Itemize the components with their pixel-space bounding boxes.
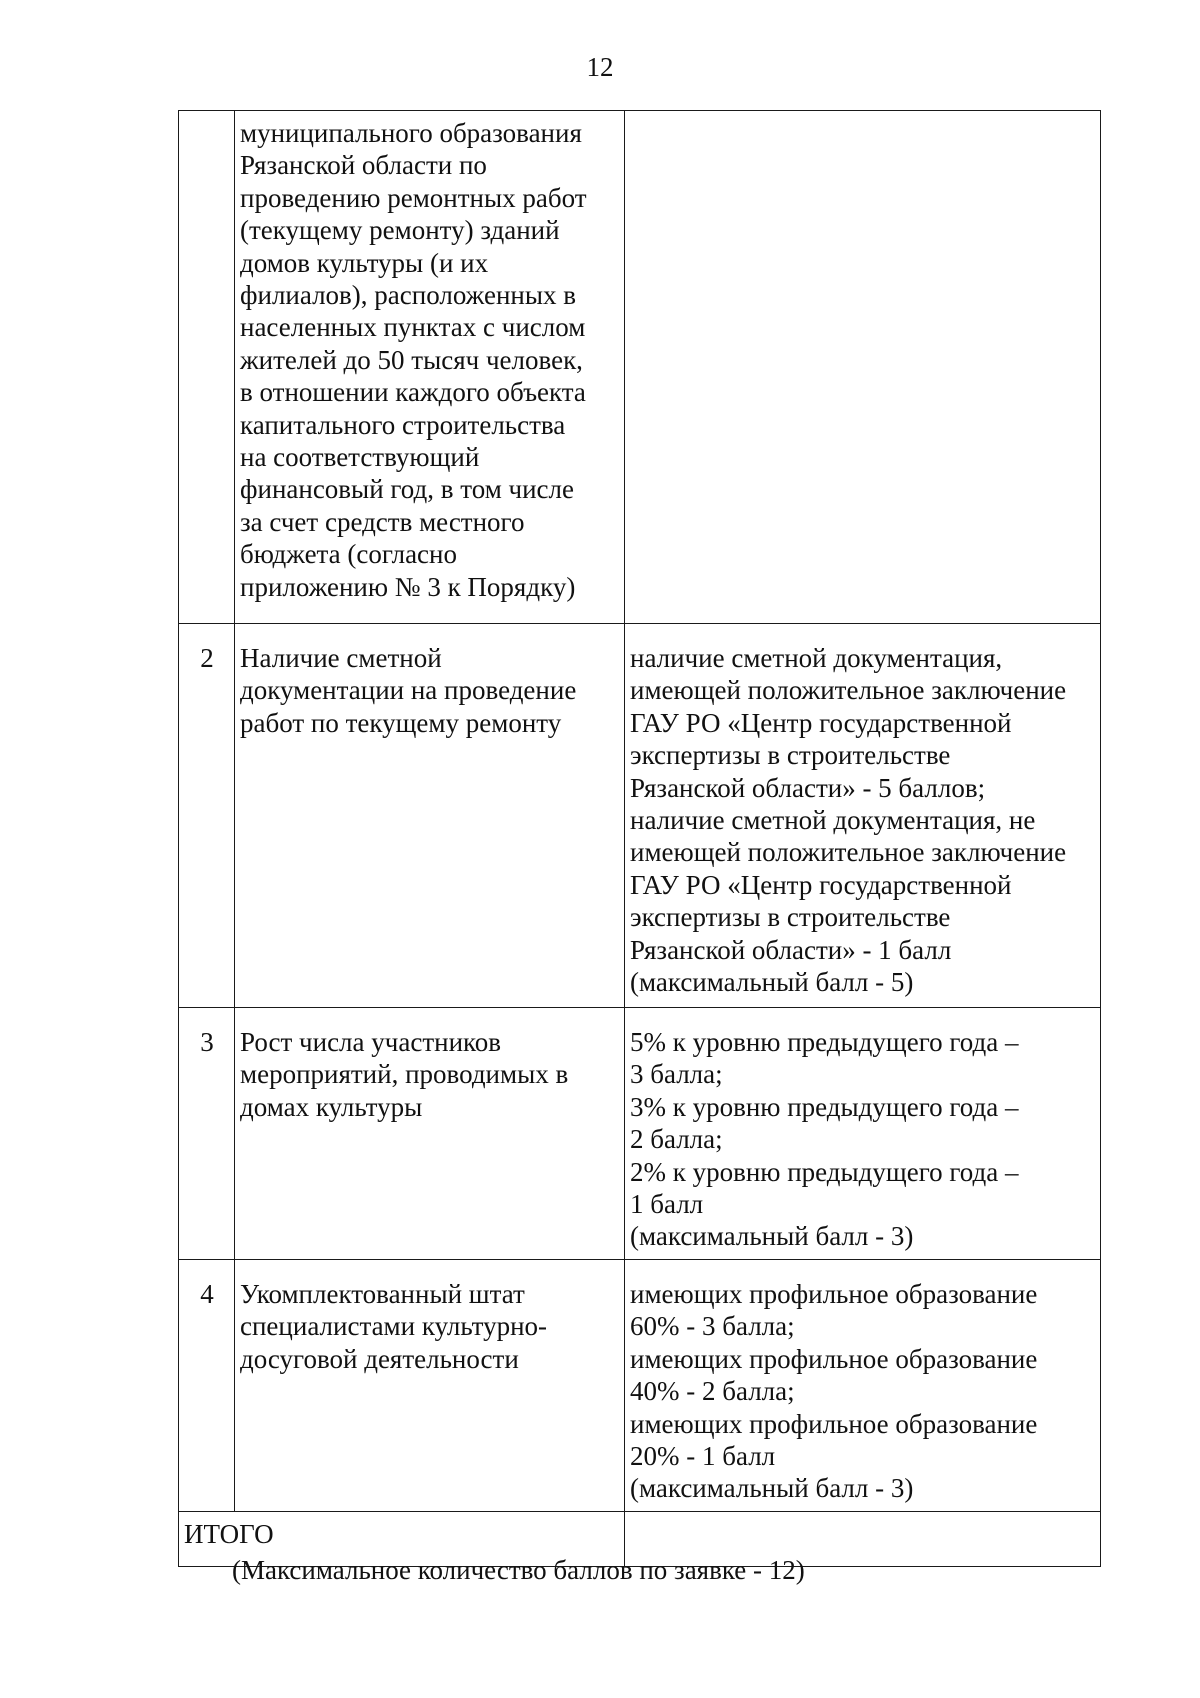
text-line: (максимальный балл - 3) <box>630 1473 914 1504</box>
text-line: (текущему ремонту) зданий <box>240 215 560 246</box>
text-line: 2% к уровню предыдущего года – <box>630 1156 1019 1187</box>
row-number: 2 <box>179 624 235 1008</box>
row-number: 3 <box>179 1008 235 1260</box>
text-line: Рост числа участников <box>240 1027 502 1057</box>
row-number: 4 <box>179 1260 235 1512</box>
text-line: домов культуры (и их <box>240 247 489 278</box>
text-line: наличие сметной документация, не <box>630 805 1036 836</box>
criterion-score <box>625 1260 1101 1512</box>
table-row <box>179 1260 1101 1512</box>
text-line: специалистами культурно- <box>240 1311 548 1342</box>
text-line: бюджета (согласно <box>240 539 457 570</box>
text-line: в отношении каждого объекта <box>240 377 586 408</box>
footnote: (Максимальное количество баллов по заявке - 12) <box>232 1555 805 1585</box>
text-line: ГАУ РО «Центр государственной <box>630 869 1012 900</box>
criterion-name <box>235 1008 625 1260</box>
table-row <box>179 1008 1101 1260</box>
text-line: приложению № 3 к Порядку) <box>240 571 576 602</box>
text-line: имеющих профильное образование <box>630 1343 1038 1374</box>
text-line: 1 балл <box>630 1189 704 1220</box>
text-line: 3% к уровню предыдущего года – <box>630 1091 1019 1122</box>
text-line: экспертизы в строительстве <box>630 902 951 933</box>
text-line: досуговой деятельности <box>240 1343 519 1374</box>
text-line: населенных пунктах с числом <box>240 312 586 343</box>
total-label: ИТОГО <box>179 1512 625 1567</box>
text-line: имеющей положительное заключение <box>630 837 1067 868</box>
text-line: проведению ремонтных работ <box>240 182 587 213</box>
criteria-table <box>178 110 1101 1567</box>
text-line: 5% к уровню предыдущего года – <box>630 1027 1019 1057</box>
text-line: ГАУ РО «Центр государственной <box>630 707 1012 738</box>
text-line: 60% - 3 балла; <box>630 1311 795 1342</box>
text-line: Наличие сметной <box>240 643 442 673</box>
table-row <box>179 624 1101 1008</box>
text-line: работ по текущему ремонту <box>240 707 562 738</box>
text-line: (максимальный балл - 3) <box>630 1221 914 1252</box>
text-line: документации на проведение <box>240 675 577 706</box>
text-line: 2 балла; <box>630 1124 723 1155</box>
text-line: за счет средств местного <box>240 506 525 537</box>
text-line: имеющих профильное образование <box>630 1279 1038 1309</box>
criterion-score <box>625 624 1101 1008</box>
text-line: (максимальный балл - 5) <box>630 967 914 998</box>
criterion-score <box>625 111 1101 624</box>
text-line: 3 балла; <box>630 1059 723 1090</box>
text-line: Укомплектованный штат <box>240 1279 525 1309</box>
text-line: мероприятий, проводимых в <box>240 1059 569 1090</box>
table-row <box>179 111 1101 624</box>
criterion-score <box>625 1008 1101 1260</box>
text-line: 20% - 1 балл <box>630 1441 776 1472</box>
criterion-name <box>235 1260 625 1512</box>
text-line: жителей до 50 тысяч человек, <box>240 344 583 375</box>
row-number <box>179 111 235 624</box>
text-line: на соответствующий <box>240 442 480 473</box>
text-line: капитального строительства <box>240 409 566 440</box>
text-line: домах культуры <box>240 1091 423 1122</box>
text-line: финансовый год, в том числе <box>240 474 574 505</box>
text-line: экспертизы в строительстве <box>630 740 951 771</box>
text-line: Рязанской области» - 1 балл <box>630 934 952 965</box>
text-line: муниципального образования <box>240 118 582 148</box>
text-line: Рязанской области» - 5 баллов; <box>630 772 986 803</box>
text-line: имеющей положительное заключение <box>630 675 1067 706</box>
page-number: 12 <box>586 52 614 82</box>
text-line: филиалов), расположенных в <box>240 280 576 311</box>
text-line: имеющих профильное образование <box>630 1408 1038 1439</box>
criterion-name <box>235 624 625 1008</box>
text-line: 40% - 2 балла; <box>630 1376 795 1407</box>
text-line: Рязанской области по <box>240 150 487 181</box>
text-line: наличие сметной документация, <box>630 643 1003 673</box>
criterion-name <box>235 111 625 624</box>
